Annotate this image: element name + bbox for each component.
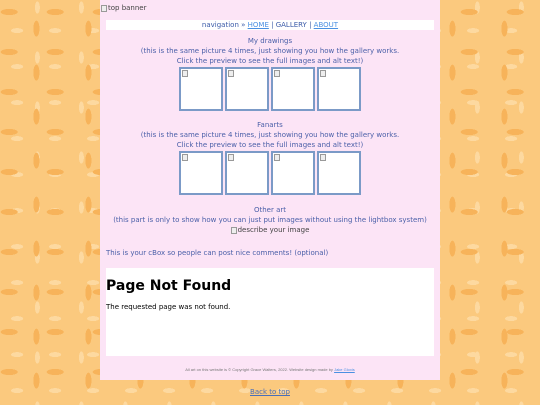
top-banner	[101, 4, 147, 12]
other-art-image-alt: describe your image	[237, 226, 310, 234]
gallery-thumbnail[interactable]	[179, 151, 223, 195]
gallery-thumbnail[interactable]	[225, 67, 269, 111]
broken-image-icon	[228, 154, 234, 161]
drawings-note: (this is the same picture 4 times, just showing you how the gallery works.	[140, 47, 400, 55]
other-art-note: (this part is only to show how you can just put images without using the lightbox system)	[113, 216, 427, 224]
other-art-title: Other art	[253, 206, 286, 214]
fanarts-section	[100, 120, 440, 195]
broken-image-icon	[182, 70, 188, 77]
gallery-thumbnail[interactable]	[179, 67, 223, 111]
gallery-thumbnail[interactable]	[225, 151, 269, 195]
other-art-image	[231, 225, 310, 235]
navigation-bar	[106, 20, 434, 30]
top-banner-alt: top banner	[108, 4, 147, 12]
broken-image-icon	[182, 154, 188, 161]
page-container	[100, 0, 440, 380]
broken-image-icon	[320, 70, 326, 77]
nav-prefix: navigation »	[201, 21, 246, 29]
drawings-section	[100, 36, 440, 111]
footer	[100, 367, 440, 372]
page-not-found-message: The requested page was not found.	[106, 303, 231, 311]
cbox-frame	[106, 268, 434, 356]
broken-image-icon	[274, 154, 280, 161]
other-art-section	[100, 205, 440, 237]
fanarts-title: Fanarts	[257, 121, 283, 129]
nav-separator: |	[309, 21, 312, 29]
broken-image-icon	[320, 154, 326, 161]
cbox-text: This is your cBox so people can post nice comments! (optional)	[106, 249, 329, 257]
drawings-gallery	[100, 67, 440, 111]
nav-separator: |	[271, 21, 274, 29]
broken-image-icon	[274, 70, 280, 77]
back-to-top-link[interactable]: Back to top	[250, 388, 290, 396]
drawings-note-2: Click the preview to see the full images and alt text!)	[176, 57, 364, 65]
nav-home-link[interactable]: HOME	[247, 21, 269, 29]
fanarts-gallery	[100, 151, 440, 195]
footer-copyright: All art on this website is © Copyright Grace Walters, 2022. Website design made by	[185, 367, 333, 372]
nav-about-link[interactable]: ABOUT	[313, 21, 339, 29]
gallery-thumbnail[interactable]	[317, 67, 361, 111]
broken-image-icon	[231, 227, 237, 234]
broken-image-icon	[101, 5, 107, 12]
gallery-thumbnail[interactable]	[271, 67, 315, 111]
gallery-thumbnail[interactable]	[271, 151, 315, 195]
drawings-title: My drawings	[247, 37, 293, 45]
fanarts-note-2: Click the preview to see the full images and alt text!)	[176, 141, 364, 149]
fanarts-note: (this is the same picture 4 times, just showing you how the gallery works.	[140, 131, 400, 139]
footer-designer-link[interactable]: Jake Gloxis	[334, 367, 355, 372]
gallery-thumbnail[interactable]	[317, 151, 361, 195]
page-not-found-heading: Page Not Found	[106, 278, 232, 294]
nav-gallery-current: GALLERY	[275, 21, 307, 29]
broken-image-icon	[228, 70, 234, 77]
